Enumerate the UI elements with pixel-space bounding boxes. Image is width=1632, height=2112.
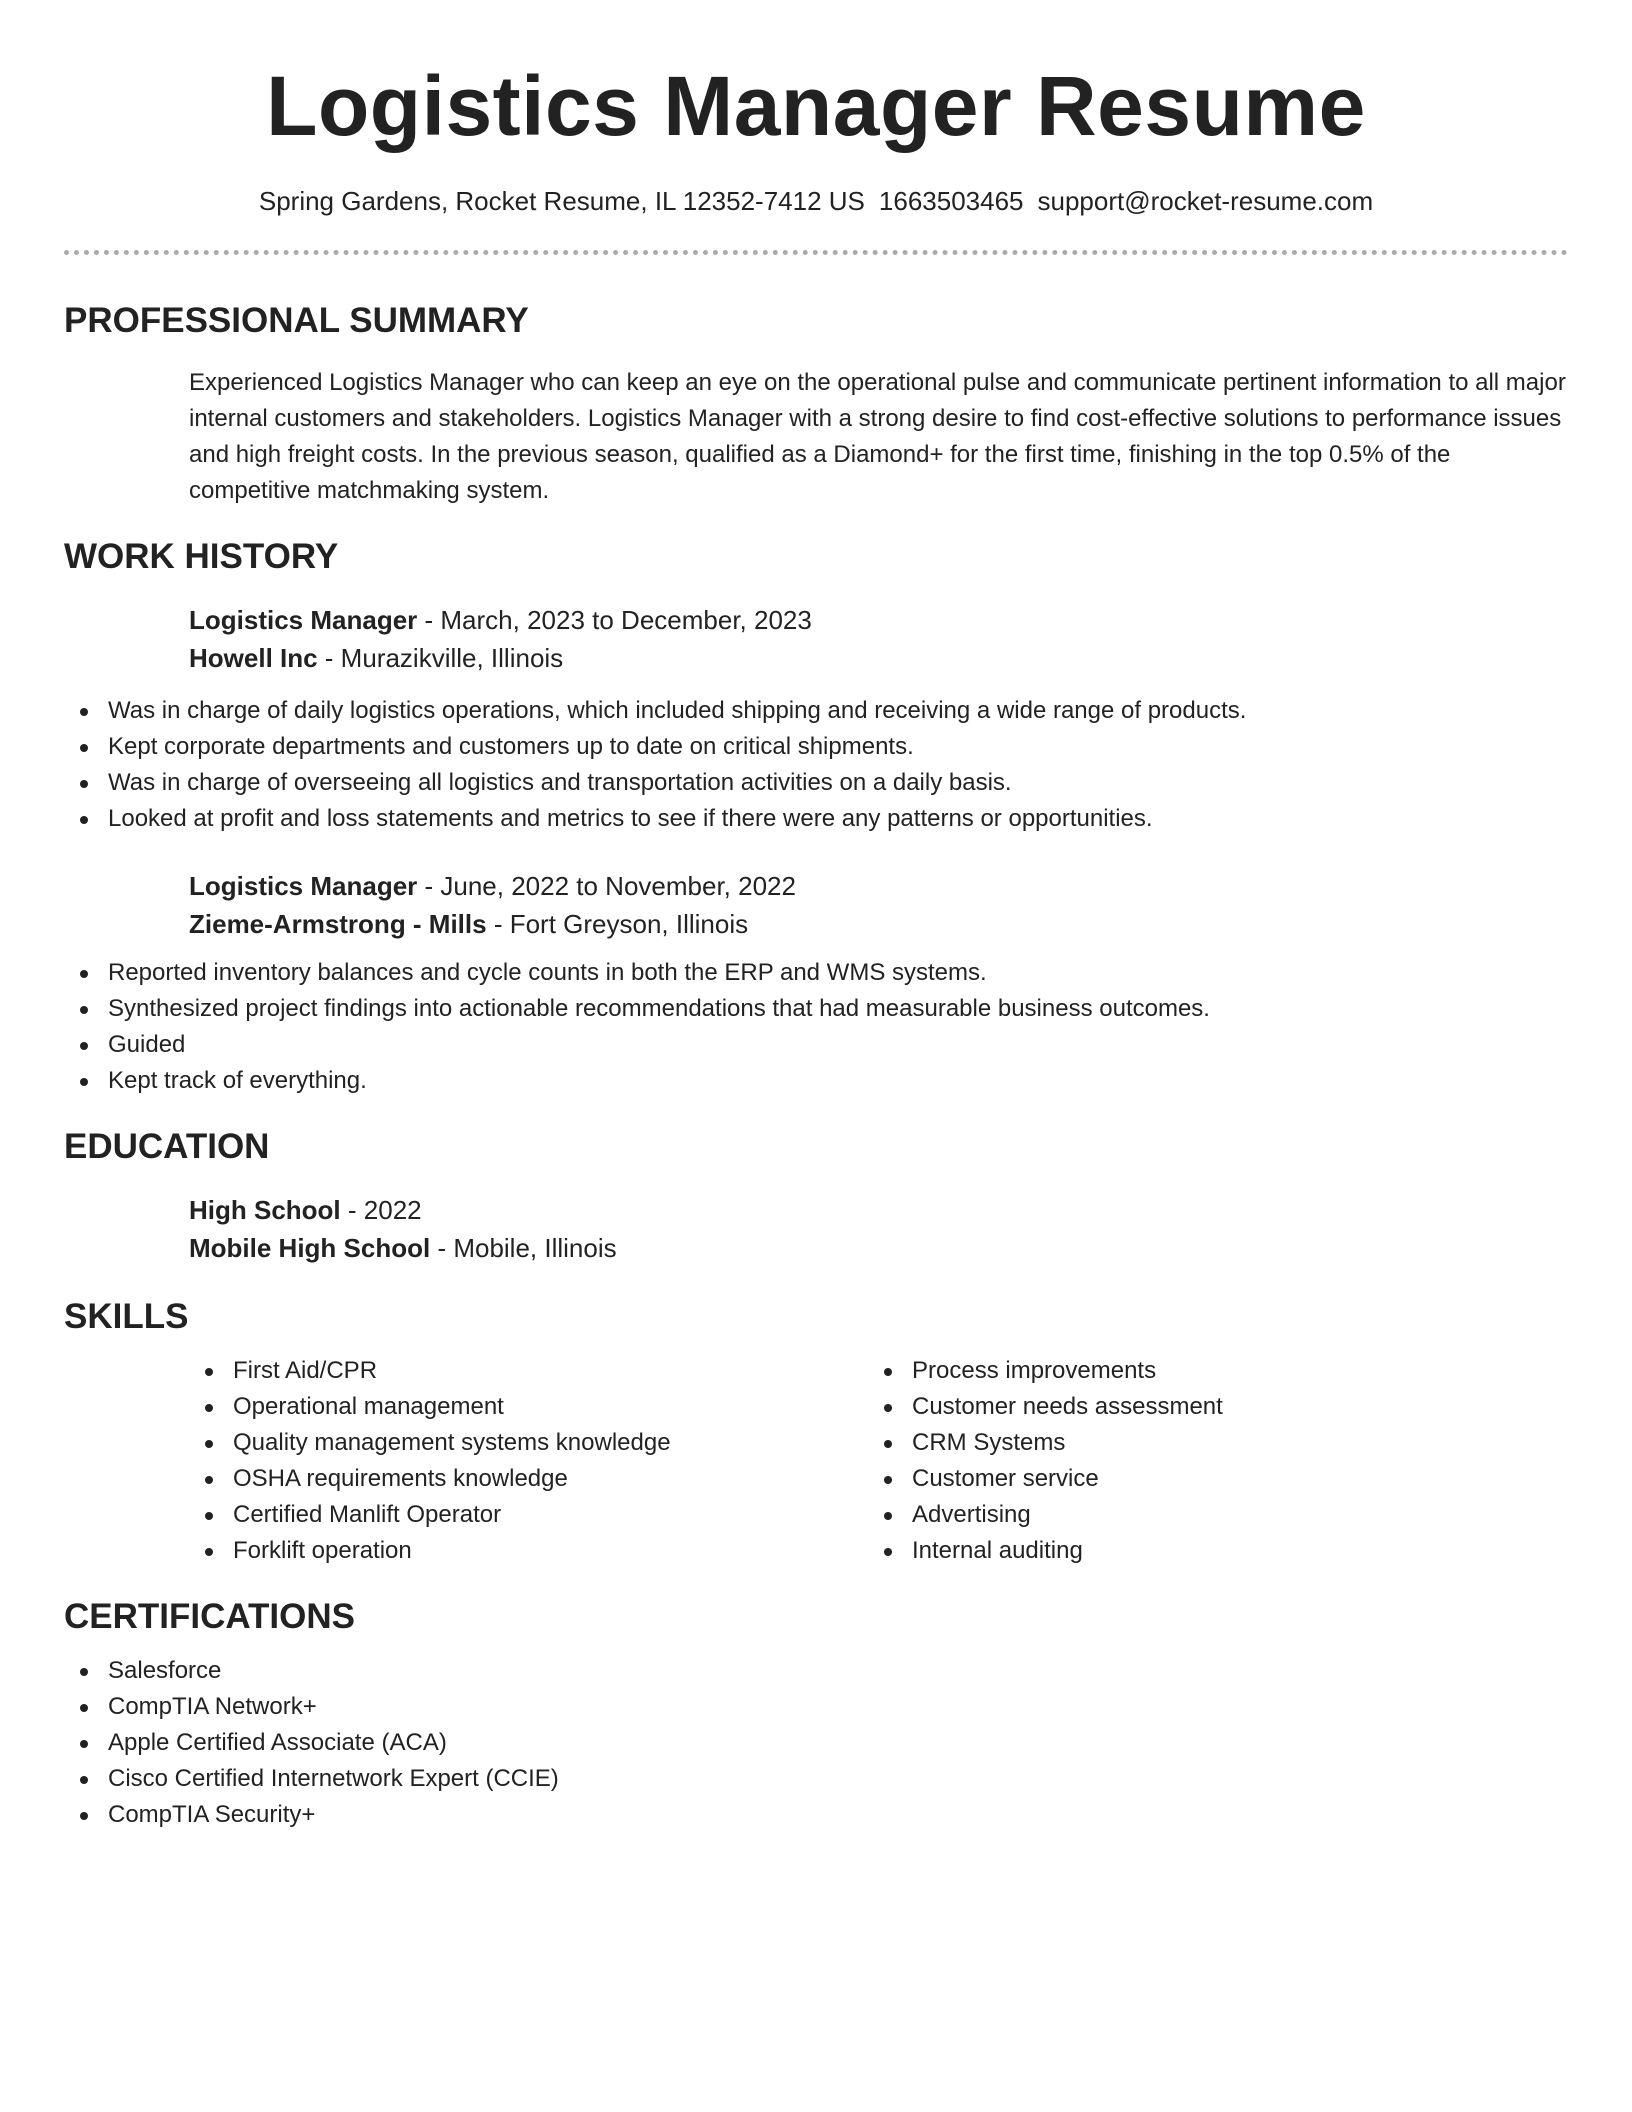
list-item: OSHA requirements knowledge xyxy=(189,1461,868,1497)
work-history-heading: WORK HISTORY xyxy=(64,537,339,576)
job-title: Logistics Manager xyxy=(189,871,418,901)
list-item: Cisco Certified Internetwork Expert (CCIE) xyxy=(64,1761,1568,1797)
job-entry xyxy=(189,867,1568,943)
job-bullets xyxy=(64,955,1568,1099)
job-location: - Fort Greyson, Illinois xyxy=(486,909,749,939)
job-company: Zieme-Armstrong - Mills xyxy=(189,909,487,939)
skills-left-column xyxy=(189,1353,868,1569)
list-item: Synthesized project findings into actionable recommendations that had measurable business outcomes. xyxy=(64,991,1568,1027)
education-location: - Mobile, Illinois xyxy=(430,1233,617,1263)
skills-right-column xyxy=(868,1353,1547,1569)
list-item: CRM Systems xyxy=(868,1425,1547,1461)
resume-title: Logistics Manager Resume xyxy=(266,59,1366,153)
list-item: Advertising xyxy=(868,1497,1547,1533)
summary-heading: PROFESSIONAL SUMMARY xyxy=(64,301,529,340)
job-title: Logistics Manager xyxy=(189,605,418,635)
list-item: Salesforce xyxy=(64,1653,1568,1689)
skills-heading: SKILLS xyxy=(64,1297,189,1336)
list-item: Customer needs assessment xyxy=(868,1389,1547,1425)
education-school: Mobile High School xyxy=(189,1233,431,1263)
list-item: Quality management systems knowledge xyxy=(189,1425,868,1461)
list-item: Process improvements xyxy=(868,1353,1547,1389)
summary-text: Experienced Logistics Manager who can keep an eye on the operational pulse and communicate pertinent information to all major internal customers and stakeholders. Logistics Manager with a strong desire to find cost-effective solutions to performance issues and high freight costs. In the previous season, qualified as a Diamond+ for the first time, finishing in the top 0.5% of the competitive matchmaking system. xyxy=(189,369,1566,504)
job-location: - Murazikville, Illinois xyxy=(317,643,564,673)
job-company-line xyxy=(189,905,1568,943)
list-item: Apple Certified Associate (ACA) xyxy=(64,1725,1568,1761)
list-item: Internal auditing xyxy=(868,1533,1547,1569)
education-degree: High School xyxy=(189,1195,341,1225)
certifications-heading: CERTIFICATIONS xyxy=(64,1597,356,1636)
list-item: Reported inventory balances and cycle counts in both the ERP and WMS systems. xyxy=(64,955,1568,991)
list-item: Guided xyxy=(64,1027,1568,1063)
education-year: - 2022 xyxy=(340,1195,422,1225)
list-item: Operational management xyxy=(189,1389,868,1425)
list-item: Kept corporate departments and customers up to date on critical shipments. xyxy=(64,729,1568,765)
certifications-list xyxy=(64,1653,1568,1833)
contact-email: support@rocket-resume.com xyxy=(1037,186,1374,216)
list-item: CompTIA Network+ xyxy=(64,1689,1568,1725)
education-entry xyxy=(189,1191,1568,1267)
job-company-line xyxy=(189,639,1568,677)
contact-line xyxy=(64,184,1568,218)
list-item: Customer service xyxy=(868,1461,1547,1497)
list-item: Looked at profit and loss statements and metrics to see if there were any patterns or opportunities. xyxy=(64,801,1568,837)
list-item: Certified Manlift Operator xyxy=(189,1497,868,1533)
list-item: CompTIA Security+ xyxy=(64,1797,1568,1833)
list-item: Was in charge of overseeing all logistics and transportation activities on a daily basis. xyxy=(64,765,1568,801)
education-degree-line xyxy=(189,1191,1568,1229)
list-item: First Aid/CPR xyxy=(189,1353,868,1389)
contact-phone: 1663503465 xyxy=(878,186,1024,216)
education-school-line xyxy=(189,1229,1568,1267)
skills-grid xyxy=(189,1353,1568,1569)
job-dates: - March, 2023 to December, 2023 xyxy=(417,605,812,635)
job-title-line xyxy=(189,867,1568,905)
job-bullets xyxy=(64,693,1568,837)
list-item: Kept track of everything. xyxy=(64,1063,1568,1099)
resume-page xyxy=(64,0,1568,1833)
contact-address: Spring Gardens, Rocket Resume, IL 12352-7412 US xyxy=(258,186,865,216)
list-item: Was in charge of daily logistics operations, which included shipping and receiving a wide range of products. xyxy=(64,693,1568,729)
job-entry xyxy=(189,601,1568,677)
job-title-line xyxy=(189,601,1568,639)
header-divider xyxy=(64,250,1568,255)
job-company: Howell Inc xyxy=(189,643,318,673)
list-item: Forklift operation xyxy=(189,1533,868,1569)
job-dates: - June, 2022 to November, 2022 xyxy=(417,871,796,901)
education-heading: EDUCATION xyxy=(64,1127,270,1166)
